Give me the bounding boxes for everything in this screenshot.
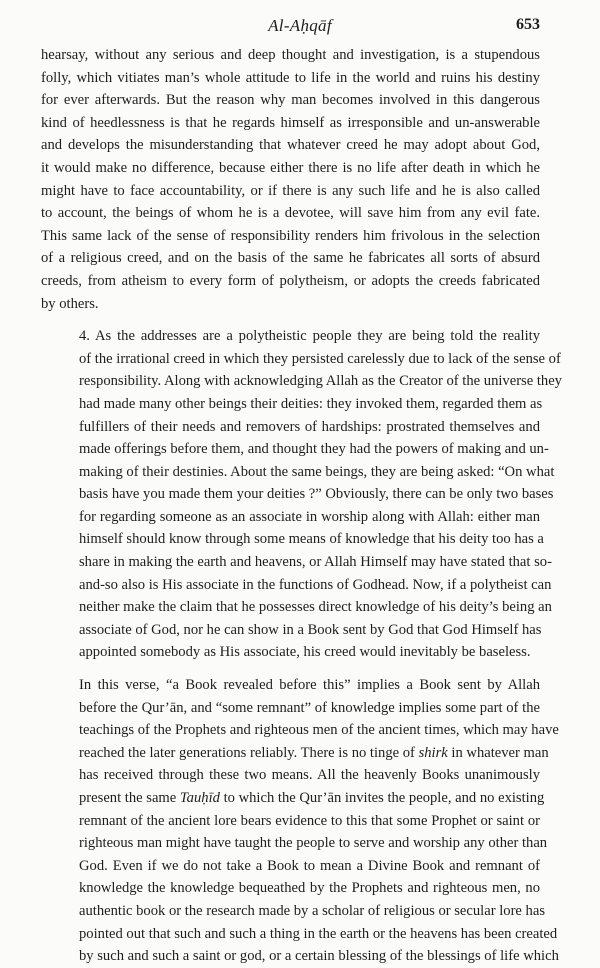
text-line: has received through these two means. All the heavenly Books unanimously: [79, 767, 540, 784]
text-line: remnant of the ancient lore bears evidence to this that some Prophet or saint or: [79, 812, 540, 829]
paragraph: [41, 325, 562, 664]
text-line: In this verse, “a Book revealed before this” implies a Book sent by Allah: [79, 677, 540, 694]
text-line: 4. As the addresses are a polytheistic people they are being told the reality: [79, 328, 540, 345]
text-line: of the irrational creed in which they persisted carelessly due to lack of the sense of: [79, 350, 561, 367]
text-line: knowledge the knowledge bequeathed by the Prophets and righteous men, no: [79, 880, 540, 897]
text-line: of a religious creed, and on the basis of the same he fabricates all sorts of absurd: [41, 250, 540, 267]
text-line: making of their destinies. About the same beings, they are being asked: “On what: [79, 463, 555, 480]
text-line: basis have you made them your deities ?” Obviously, there can be only two bases: [79, 486, 554, 503]
text-line: had made many other beings their deities: they invoked them, regarded them as: [79, 395, 543, 412]
text-line: it would make no difference, because either there is no life after death in which he: [41, 159, 540, 176]
text-line: pointed out that such and such a thing in the earth or the heavens has been created: [79, 925, 558, 942]
text-line: kind of heedlessness is that he regards himself as irresponsible and un-answerable: [41, 114, 540, 131]
text-line: teachings of the Prophets and righteous men of the ancient times, which may have: [79, 722, 559, 739]
text-line: associate of God, nor he can show in a Book sent by God that God Himself has: [79, 621, 542, 638]
text-line: God. Even if we do not take a Book to mean a Divine Book and remnant of: [79, 857, 540, 874]
text-line: This same lack of the sense of responsibility renders him frivolous in the selection: [41, 227, 540, 244]
text-line: present the same Tauḥīd to which the Qur’ān invites the people, and no existing: [79, 790, 545, 806]
text-line: reached the later generations reliably. There is no tinge of shirk in whatever man: [79, 744, 549, 761]
text-line: responsibility. Along with acknowledging Allah as the Creator of the universe they: [79, 373, 562, 390]
text-line: by others.: [41, 295, 99, 312]
text-line: might have to face accountability, or if there is any such life and he is also called: [41, 182, 540, 199]
text-line: for regarding someone as an associate in worship along with Allah: either man: [79, 508, 540, 525]
text-line: by such and such a saint or god, or a certain blessing of the blessings of life which: [79, 948, 559, 965]
paragraph: [41, 44, 540, 315]
text-line: and-so also is His associate in the functions of Godhead. Now, if a polytheist can: [79, 576, 552, 593]
paragraph: [41, 674, 559, 968]
text-line: folly, which vitiates man’s whole attitude to life in the world and ruins his destiny: [41, 69, 540, 86]
italic-term: Tauḥīd: [179, 790, 220, 806]
text-line: made offerings before them, and thought they had the powers of making and un-: [79, 441, 549, 458]
text-line: before the Qur’ān, and “some remnant” of knowledge implies some part of the: [79, 699, 540, 716]
text-line: share in making the earth and heavens, or Allah Himself may have stated that so-: [79, 554, 552, 571]
text-line: authentic book or the research made by a scholar of religious or secular lore has: [79, 902, 546, 919]
page-number: 653: [516, 16, 540, 33]
text-line: himself should know through some means of knowledge that his deity too has a: [79, 531, 544, 548]
running-head: Al-Aḥqāf: [268, 16, 332, 35]
text-line: neither make the claim that he possesses direct knowledge of his deity’s being an: [79, 599, 552, 616]
italic-term: shirk: [418, 744, 448, 761]
text-line: to account, the beings of whom he is a devotee, will save him from any evil fate.: [41, 205, 540, 222]
body-text: [41, 44, 562, 968]
text-line: hearsay, without any serious and deep thought and investigation, is a stupendous: [41, 47, 540, 63]
text-line: appointed somebody as His associate, his creed would inevitably be baseless.: [79, 644, 531, 661]
text-line: for ever afterwards. But the reason why man becomes involved in this dangerous: [41, 92, 540, 109]
text-line: and develops the misunderstanding that whatever creed he may adopt about God,: [41, 137, 540, 154]
text-line: creeds, from atheism to every form of polytheism, or adopts the creeds fabricated: [41, 272, 540, 289]
page-header: [0, 6, 600, 36]
text-line: righteous man might have taught the people to serve and worship any other than: [79, 835, 548, 852]
text-line: fulfillers of their needs and removers of hardships: prostrated themselves and: [79, 418, 540, 435]
